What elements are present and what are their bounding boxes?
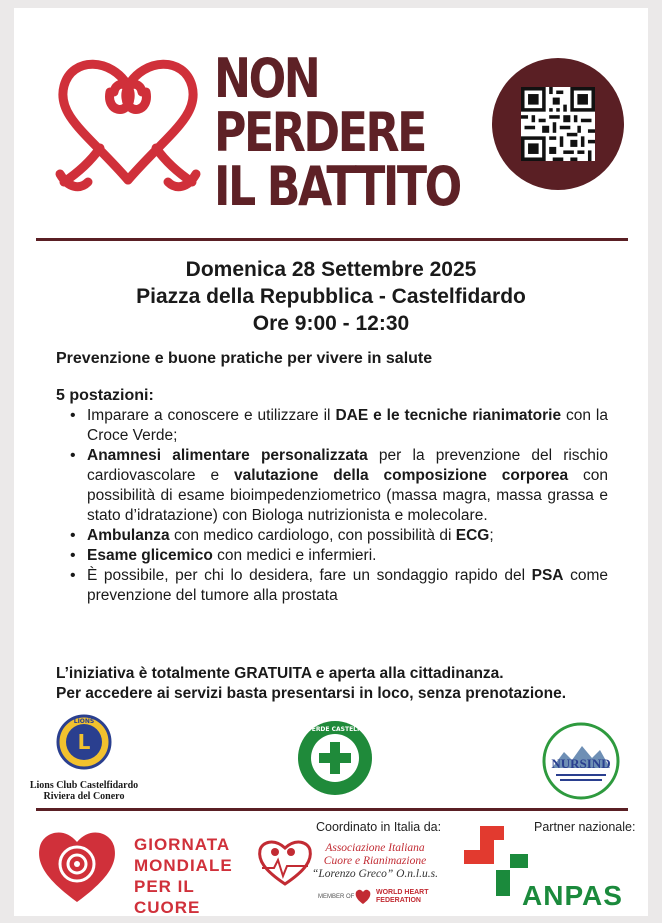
nursind-logo-icon — [542, 722, 620, 800]
world-heart-day-text — [134, 834, 233, 918]
aicr-line-1: Associazione Italiana — [325, 842, 425, 854]
station-highlight: valutazione della composizione corporea — [233, 467, 569, 484]
divider-bottom — [36, 808, 628, 811]
station-text: con la Croce Verde; — [87, 407, 608, 444]
whf-heart-icon — [354, 888, 372, 906]
aicr-heart-people-icon — [256, 838, 314, 888]
croce-verde-logo-icon — [282, 719, 388, 797]
closing-line-1: L’iniziativa è totalmente GRATUITA e aperta alla cittadinanza. — [56, 665, 504, 682]
coordinated-label: Coordinato in Italia da: — [316, 820, 442, 834]
station-text: per la prevenzione del rischio cardiovascolare e — [87, 447, 608, 484]
stations-heading: 5 postazioni: — [56, 387, 154, 404]
aicr-line-3: “Lorenzo Greco” O.n.l.u.s. — [312, 868, 438, 880]
event-date: Domenica 28 Settembre 2025 — [185, 258, 477, 281]
station-text: È possibile, per chi lo desidera, fare un sondaggio rapido del — [87, 567, 532, 584]
divider-top — [36, 238, 628, 241]
station-text: come prevenzione del tumore alla prostata — [87, 567, 608, 604]
partner-label: Partner nazionale: — [534, 820, 636, 834]
station-item — [58, 566, 608, 606]
nursind-logo-text: NURSIND — [551, 756, 611, 771]
station-highlight: Ambulanza — [87, 527, 170, 544]
heart-ribbon-logo-icon — [50, 52, 206, 198]
lions-club-logo-icon — [56, 714, 112, 774]
subtitle: Prevenzione e buone pratiche per vivere in salute — [56, 350, 433, 367]
closing-line-2: Per accedere ai servizi basta presentarsi in loco, senza prenotazione. — [56, 685, 566, 702]
station-text: con medici e infermieri. — [212, 547, 377, 564]
closing-text — [56, 664, 566, 704]
station-item — [58, 446, 608, 526]
gmpc-line-2: MONDIALE — [134, 856, 233, 875]
whf-member-label: MEMBER OF — [318, 894, 355, 900]
title-line-2: PERDERE — [214, 101, 425, 164]
station-text: Imparare a conoscere e utilizzare il — [87, 407, 336, 424]
station-text: ; — [489, 527, 494, 544]
lions-logo-text: LIONS — [73, 718, 95, 725]
svg-text:L: L — [77, 730, 91, 754]
croce-verde-logo-text: CROCE VERDE CASTELFIDARDO — [282, 726, 388, 733]
stations-list — [58, 406, 608, 606]
poster-title — [214, 47, 460, 218]
station-highlight: Esame glicemico — [87, 547, 213, 564]
anpas-logo-text: ANPAS — [522, 880, 623, 911]
gmpc-line-3: PER IL — [134, 877, 195, 896]
station-highlight: DAE e le tecniche rianimatorie — [335, 407, 562, 424]
qr-pattern-icon — [521, 87, 595, 161]
gmpc-line-1: GIORNATA — [134, 835, 231, 854]
aicr-name — [310, 842, 440, 881]
whf-name: WORLD HEART FEDERATION — [376, 889, 429, 904]
event-time: Ore 9:00 - 12:30 — [252, 312, 410, 335]
station-text: con medico cardiologo, con possibilità di — [169, 527, 456, 544]
title-line-3: IL BATTITO — [214, 155, 460, 218]
aicr-line-2: Cuore e Rianimazione — [323, 855, 427, 867]
title-line-1: NON — [214, 47, 319, 110]
lions-line-2: Riviera del Conero — [43, 791, 125, 802]
station-text: con possibilità di esame bioimpedenziometrico (massa magra, massa grassa e stato d’idratazione) con Biologa nutrizionista e molecolare. — [87, 467, 608, 524]
world-heart-day-heart-icon — [34, 826, 120, 906]
qr-code-icon[interactable] — [521, 87, 595, 161]
gmpc-line-4: CUORE — [134, 898, 201, 917]
event-place: Piazza della Repubblica - Castelfidardo — [136, 285, 526, 308]
station-highlight: Anamnesi alimentare personalizzata — [87, 447, 368, 464]
station-highlight: ECG — [455, 527, 490, 544]
station-item — [58, 406, 608, 446]
station-highlight: PSA — [531, 567, 564, 584]
station-item — [58, 526, 608, 546]
lions-club-name — [18, 780, 150, 802]
lions-line-1: Lions Club Castelfidardo — [29, 780, 139, 791]
station-item — [58, 546, 608, 566]
poster — [14, 8, 648, 916]
qr-code-badge — [492, 58, 624, 190]
